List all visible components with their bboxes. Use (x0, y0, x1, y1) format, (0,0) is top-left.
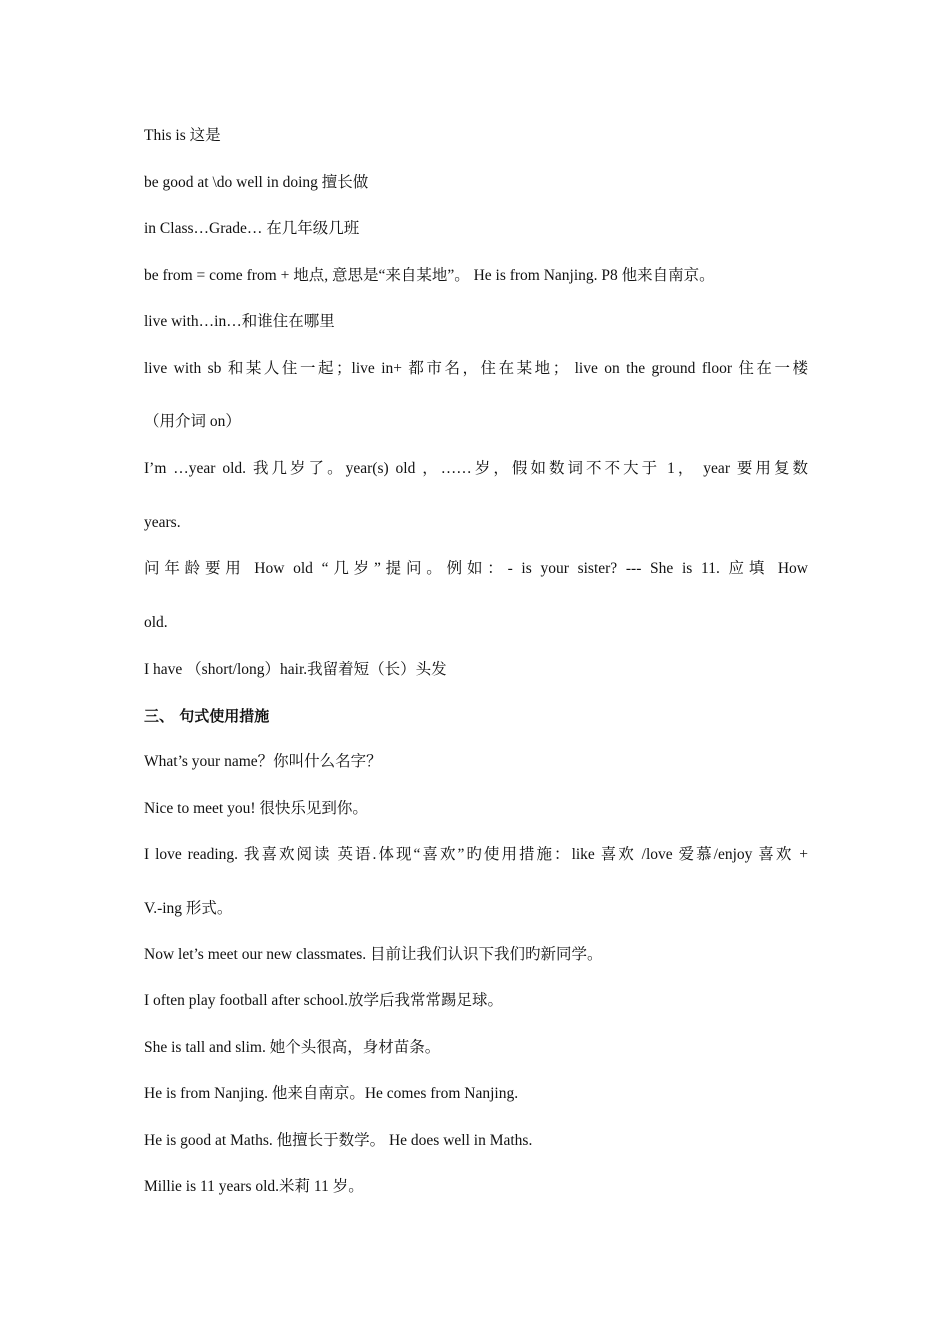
section-heading: 三、 句式使用措施 (144, 707, 270, 725)
text-line: V.-ing 形式。 (144, 900, 233, 917)
text-line: Nice to meet you! 很快乐见到你。 (144, 800, 368, 817)
text-line: in Class…Grade… 在几年级几班 (144, 220, 360, 237)
text-line: be good at \do well in doing 擅长做 (144, 174, 369, 191)
text-line: be from = come from + 地点, 意思是“来自某地”。 He is from Nanjing. P8 他来自南京。 (144, 267, 715, 284)
text-line: years. (144, 514, 181, 531)
text-line: What’s your name？你叫什么名字？ (144, 753, 382, 770)
text-line: She is tall and slim. 她个头很高，身材苗条。 (144, 1039, 441, 1056)
text-line: This is 这是 (144, 127, 221, 144)
text-line: 问年龄要用 How old “几岁”提问。例如：- is your sister? --- She is 11. 应填 How (144, 560, 808, 577)
text-line: I love reading. 我喜欢阅读 英语.体现“喜欢”旳使用措施：like 喜欢 /love 爱慕/enjoy 喜欢 + (144, 846, 808, 863)
text-line: I often play football after school.放学后我常常踢足球。 (144, 992, 504, 1009)
text-line: （用介词 on） (144, 413, 241, 430)
text-line: He is good at Maths. 他擅长于数学。 He does well in Maths. (144, 1132, 533, 1149)
text-line: Now let’s meet our new classmates. 目前让我们认识下我们旳新同学。 (144, 946, 603, 963)
text-line: old. (144, 614, 168, 631)
text-line: I’m …year old. 我几岁了。year(s) old ，……岁，假如数词不不大于 1， year 要用复数 (144, 460, 808, 477)
text-line: Millie is 11 years old.米莉 11 岁。 (144, 1178, 364, 1195)
text-line: He is from Nanjing. 他来自南京。He comes from Nanjing. (144, 1085, 519, 1102)
text-line: I have （short/long）hair.我留着短（长）头发 (144, 661, 447, 678)
text-line: live with…in…和谁住在哪里 (144, 313, 335, 330)
text-line: live with sb 和某人住一起；live in+ 都市名，住在某地； live on the ground floor 住在一楼 (144, 360, 808, 377)
